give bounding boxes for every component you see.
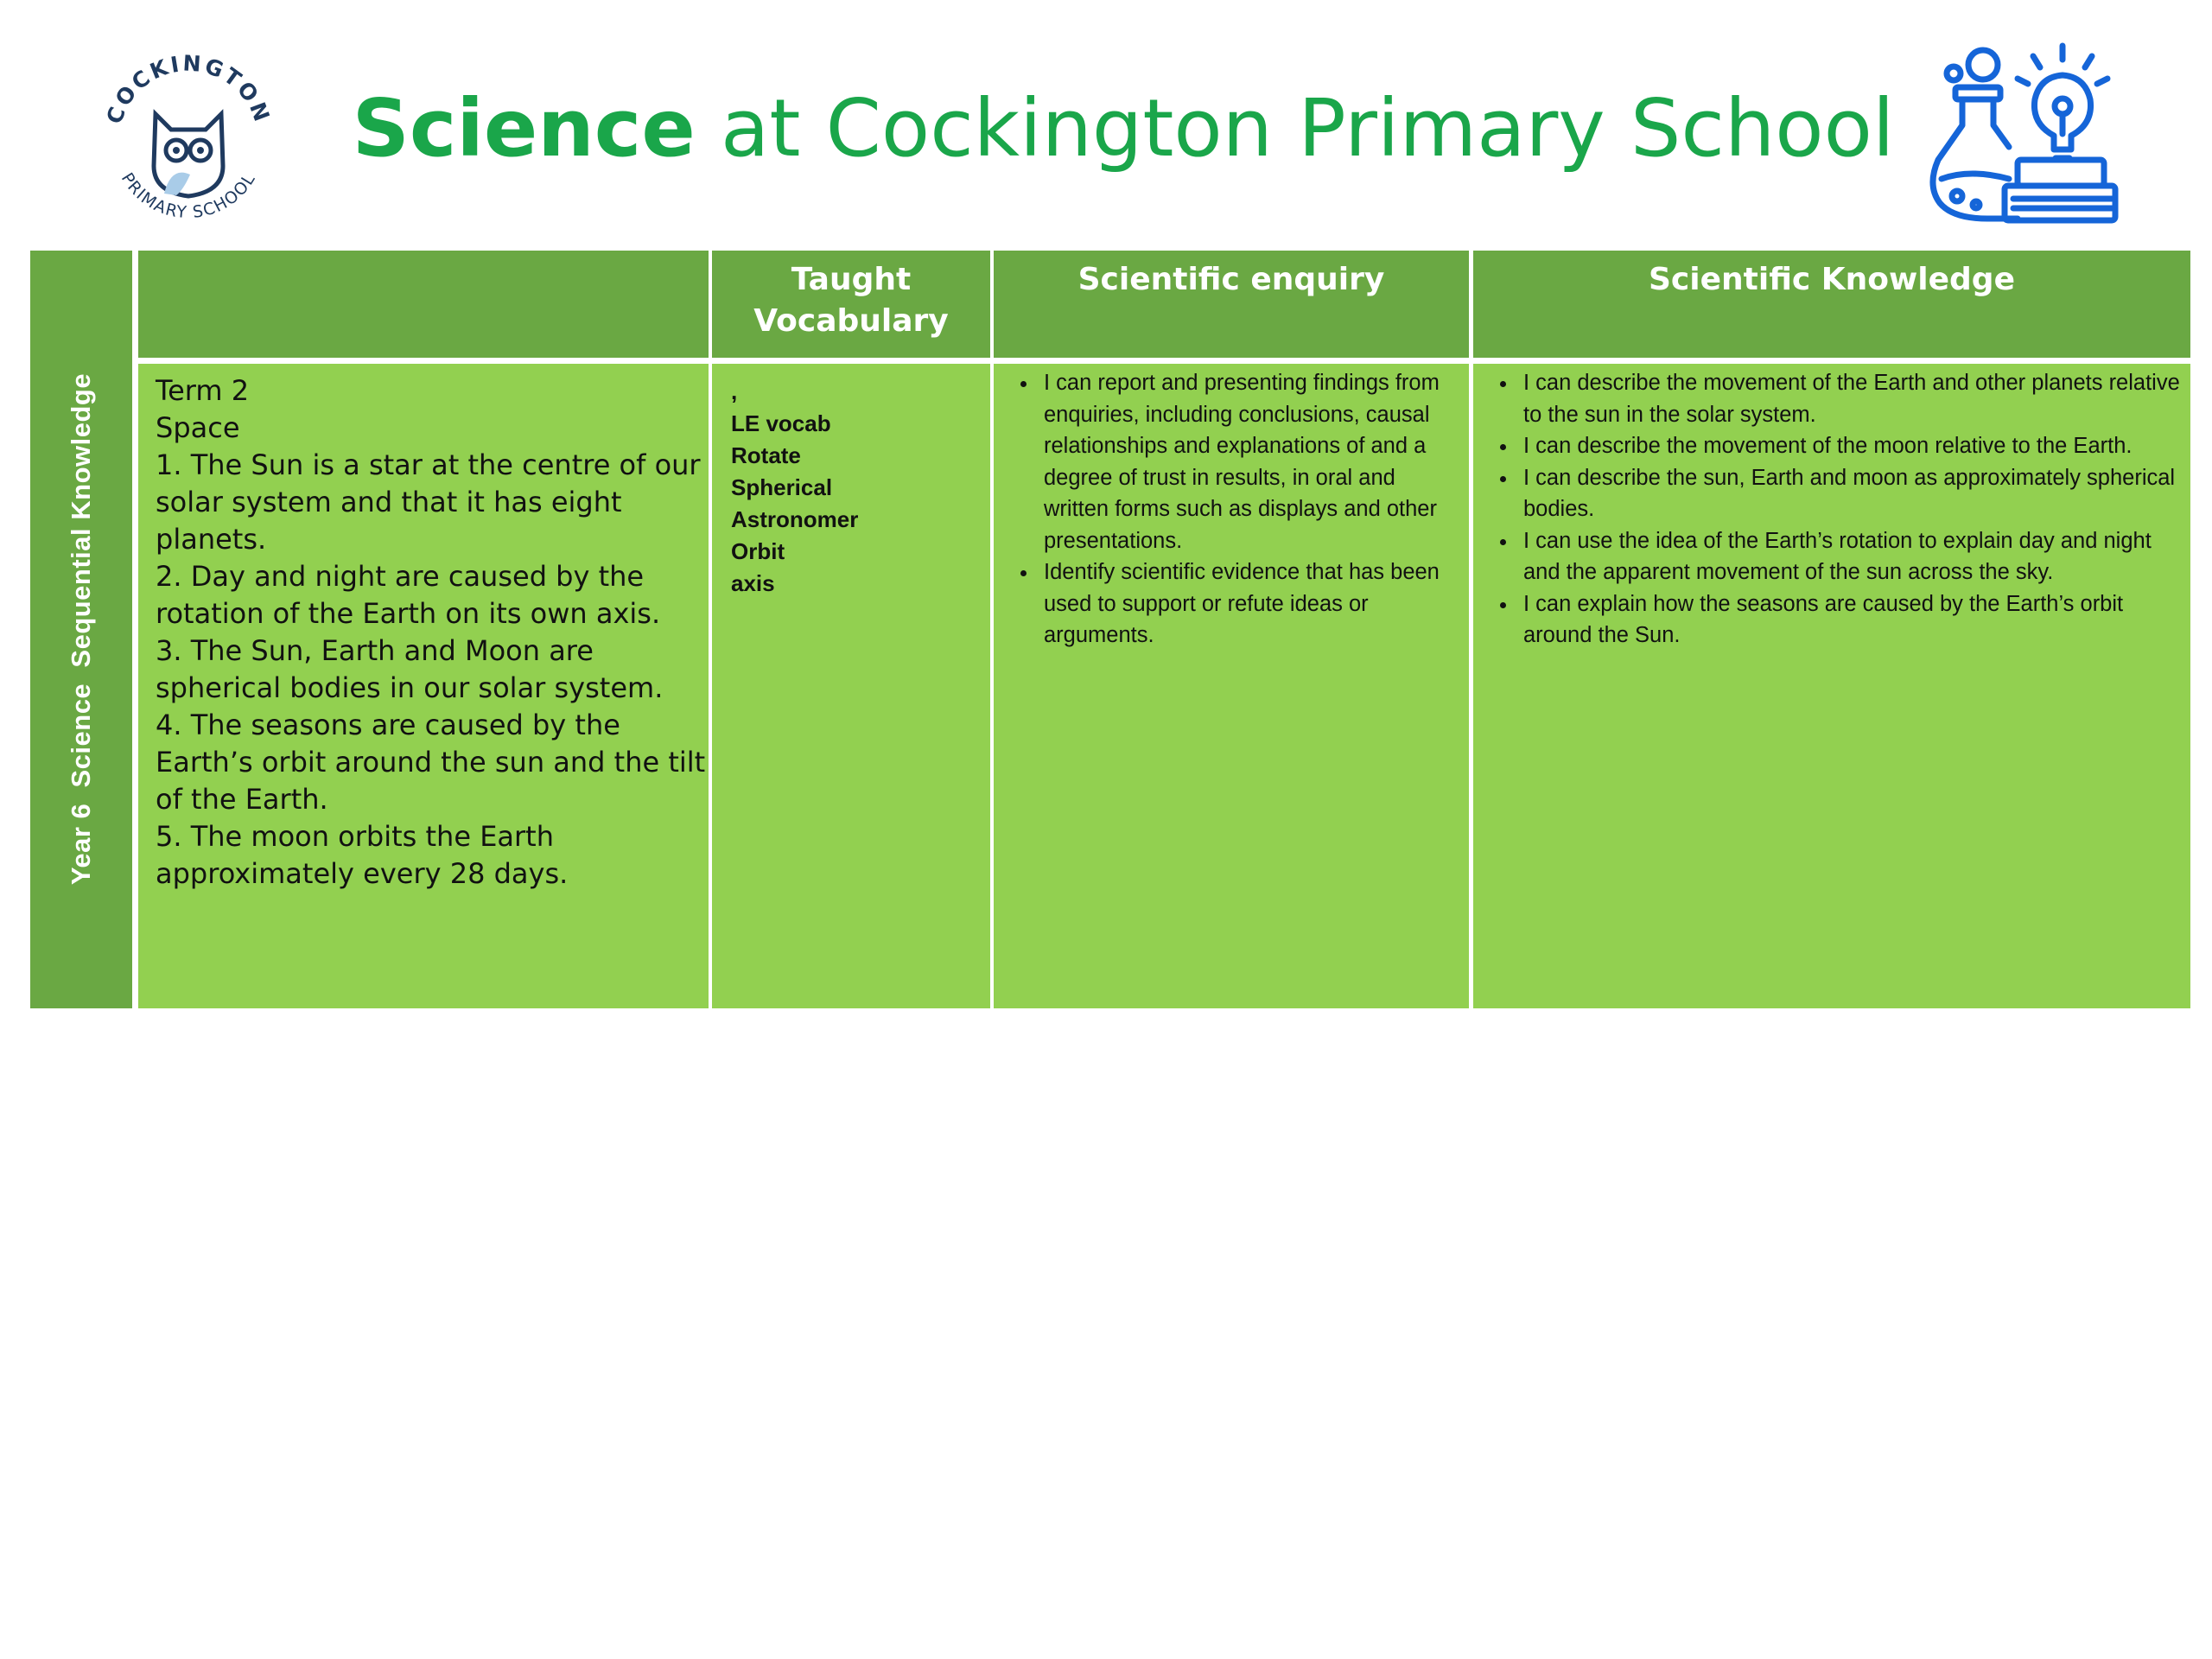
header-vocab-label: Taught Vocabulary — [753, 262, 949, 339]
header-knowledge-label: Scientific Knowledge — [1649, 262, 2015, 297]
term-line: 5. The moon orbits the Earth approximately every 28 days. — [156, 820, 569, 890]
vocab-item: Spherical — [731, 474, 833, 500]
svg-text:COCKINGTON — [101, 50, 275, 127]
logo-text-top: COCKINGTON — [101, 50, 276, 127]
vocab-list — [712, 364, 990, 600]
title-bold: Science — [352, 82, 696, 175]
knowledge-item: • I can use the idea of the Earth’s rotation to explain day and night and the apparent movement of the sun across the sky. — [1518, 525, 2182, 588]
header-cell-vocab — [712, 251, 990, 358]
vocab-item: , — [731, 378, 738, 404]
term-content — [138, 364, 709, 893]
header-blank-label — [138, 251, 709, 259]
term-line: 3. The Sun, Earth and Moon are spherical bodies in our solar system. — [156, 634, 664, 704]
enquiry-list — [994, 364, 1469, 652]
title-rest: at Cockington Primary School — [695, 82, 1895, 175]
knowledge-item: • I can explain how the seasons are caused by the Earth’s orbit around the Sun. — [1518, 588, 2182, 652]
logo-text-bottom: PRIMARY SCHOOL — [117, 169, 260, 223]
header-cell-blank — [138, 251, 709, 358]
vocab-item: axis — [731, 570, 775, 596]
knowledge-item: • I can describe the movement of the moon relative to the Earth. — [1518, 430, 2182, 462]
page-title — [346, 82, 1901, 175]
term-line: Term 2 — [156, 374, 250, 407]
term-line: 2. Day and night are caused by the rotation of the Earth on its own axis. — [156, 560, 661, 630]
term-cell — [138, 364, 709, 1008]
knowledge-item: • I can describe the sun, Earth and moon as approximately spherical bodies. — [1518, 462, 2182, 525]
side-label: Year 6 Science Sequential Knowledge — [66, 372, 96, 886]
enquiry-item: • Identify scientific evidence that has been used to support or refute ideas or arguments. — [1039, 556, 1460, 652]
header-cell-enquiry — [994, 251, 1469, 358]
knowledge-list — [1473, 364, 2190, 652]
knowledge-item: • I can describe the movement of the Earth and other planets relative to the sun in the solar system. — [1518, 367, 2182, 430]
science-flask-bulb-icon — [1923, 39, 2121, 229]
enquiry-cell — [994, 364, 1469, 1008]
vocab-item: Rotate — [731, 442, 801, 468]
school-logo — [93, 45, 283, 235]
header-cell-knowledge — [1473, 251, 2190, 358]
knowledge-cell — [1473, 364, 2190, 1008]
vocab-cell — [712, 364, 990, 1008]
term-line: Space — [156, 411, 240, 444]
term-line: 4. The seasons are caused by the Earth’s orbit around the sun and the tilt of the Earth. — [156, 709, 706, 816]
vocab-item: Astronomer — [731, 506, 859, 532]
header-enquiry-label: Scientific enquiry — [1077, 262, 1385, 297]
vocab-item: Orbit — [731, 538, 785, 564]
term-line: 1. The Sun is a star at the centre of our solar system and that it has eight planets. — [156, 448, 701, 556]
vocab-item: LE vocab — [731, 410, 831, 436]
enquiry-item: • I can report and presenting findings from enquiries, including conclusions, causal relationships and explanations of and a degree of trust in results, in oral and written forms such as displays and other presentations. — [1039, 367, 1460, 556]
